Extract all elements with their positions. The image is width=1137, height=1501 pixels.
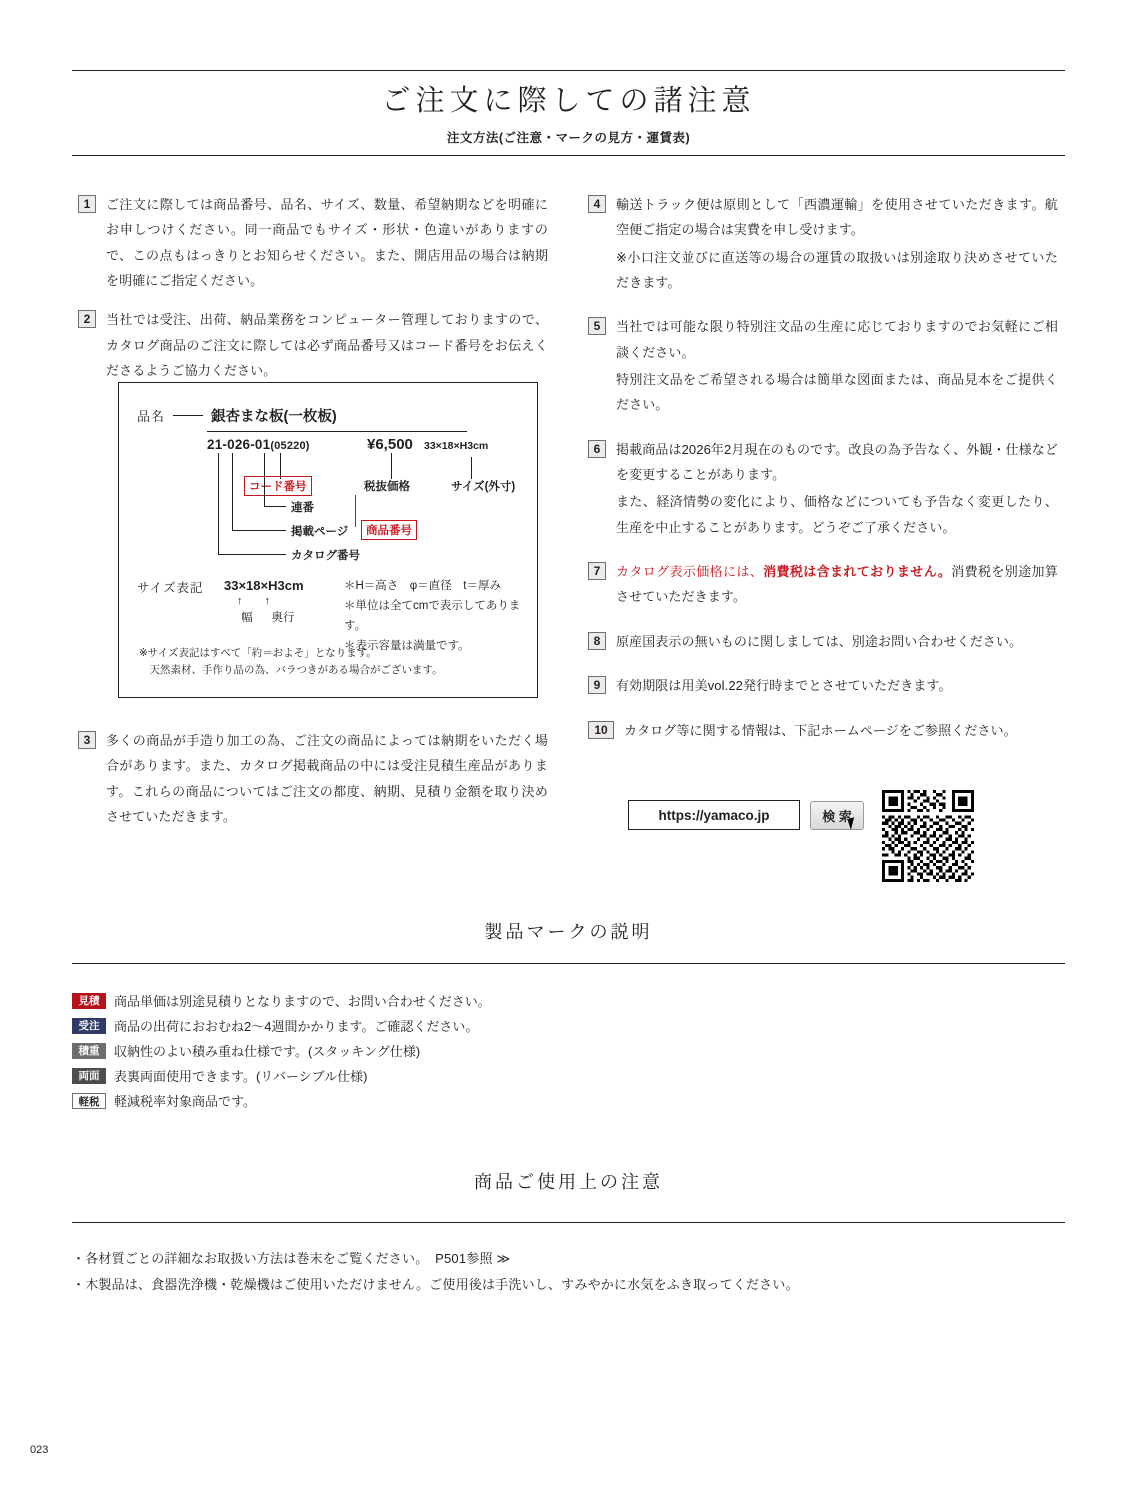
depth-label: 奥行 [271, 612, 295, 624]
leader-line [264, 506, 286, 507]
tax-note-red-1: カタログ表示価格には、 [616, 564, 764, 580]
example-product-name: 銀杏まな板(一枚板) [211, 409, 337, 425]
size-footnote: ※サイズ表記はすべて「約＝およそ」となります。 天然素材、手作り品の為、バラつきがある場合がございます。 [139, 647, 443, 676]
mark-badge-stackable: 積重 [72, 1043, 106, 1059]
note-text: ご注文に際しては商品番号、品名、サイズ、数量、希望納期などを明確にお申しつけください。同一商品でもサイズ・形状・色違いがありますので、この点もはっきりとお知らせください。また、開店用品の場合は納期を明確にご指定ください。 [106, 197, 548, 289]
tag-code-number: コード番号 [244, 476, 312, 496]
caution-item: ・各材質ごとの詳細なお取扱い方法は巻末をご覧ください。 P501参照 ≫ [72, 1251, 511, 1266]
size-notation-label: サイズ表記 [137, 581, 204, 595]
note-item [78, 728, 548, 829]
note-number: 5 [588, 317, 606, 335]
mark-text: 表裏両面使用できます。(リバーシブル仕様) [114, 1069, 368, 1084]
leader-line [232, 530, 286, 531]
note-text: 有効期限は用美vol.22発行時までとさせていただきます。 [616, 678, 952, 694]
note-number: 2 [78, 310, 96, 328]
tax-note-rest: 消費税を別途加算させていただきます。 [616, 564, 1058, 605]
tag-catalog-number: カタログ番号 [291, 550, 360, 562]
note-number: 7 [588, 562, 606, 580]
size-arrows: ↑↑ [237, 595, 292, 607]
note-item [588, 314, 1058, 417]
note-number: 4 [588, 195, 606, 213]
notes-right-column [588, 192, 1058, 762]
cautions-list [72, 1246, 799, 1298]
leader-line [264, 453, 265, 507]
width-label: 幅 [241, 612, 253, 624]
mouse-cursor-icon [847, 817, 857, 830]
list-item [72, 1063, 491, 1088]
marks-section-header [72, 918, 1065, 944]
note-text: カタログ等に関する情報は、下記ホームページをご参照ください。 [624, 722, 1017, 738]
note-number: 6 [588, 440, 606, 458]
example-code [207, 437, 310, 452]
header-divider [72, 155, 1065, 156]
leader-line [391, 453, 392, 479]
note-text [616, 559, 1058, 610]
example-size: 33×18×H3cm [424, 440, 489, 452]
example-underline [207, 431, 467, 432]
marks-section-title: 製品マークの説明 [484, 922, 653, 943]
note-item [588, 192, 1058, 295]
size-dimension-labels [229, 609, 301, 625]
top-divider [72, 70, 1065, 71]
note-text: 当社では受注、出荷、納品業務をコンピューター管理しておりますので、カタログ商品のご注文に際しては必ず商品番号又はコード番号をお伝えくださるようご協力ください。 [106, 312, 548, 379]
size-notation-value: 33×18×H3cm [224, 578, 304, 593]
note-text: 原産国表示の無いものに関しましては、別途お問い合わせください。 [616, 633, 1023, 649]
note-item-tax [588, 559, 1058, 610]
mark-text: 収納性のよい積み重ね仕様です。(スタッキング仕様) [114, 1044, 421, 1059]
website-row [628, 800, 864, 830]
mark-badge-reduced-tax: 軽税 [72, 1093, 106, 1109]
tag-size-outer: サイズ(外寸) [451, 481, 516, 493]
qr-code-icon [882, 790, 974, 882]
page-header [72, 78, 1065, 146]
example-price: ¥6,500 [367, 436, 413, 453]
note-item [78, 192, 548, 293]
page-title: ご注文に際しての諸注意 [381, 83, 756, 117]
cautions-section-title: 商品ご使用上の注意 [474, 1172, 663, 1193]
product-code-example-box [118, 382, 538, 698]
tag-serial: 連番 [291, 502, 314, 514]
example-code-paren: (05220) [270, 440, 310, 452]
mark-text: 商品の出荷におおむね2〜4週間かかります。ご確認ください。 [114, 1019, 479, 1034]
caution-item: ・木製品は、食器洗浄機・乾燥機はご使用いただけません。ご使用後は手洗いし、すみやかに水気をふき取ってください。 [72, 1277, 799, 1292]
note-text: 当社では可能な限り特別注文品の生産に応じておりますのでお気軽にご相談ください。 特別注文品をご希望される場合は簡単な図面または、商品見本をご提供ください。 [616, 319, 1058, 413]
marks-section-divider [72, 963, 1065, 964]
leader-line [173, 415, 203, 416]
mark-text: 商品単価は別途見積りとなりますので、お問い合わせください。 [114, 994, 491, 1009]
list-item [72, 1088, 491, 1113]
tag-product-number: 商品番号 [361, 520, 417, 540]
note-number: 10 [588, 721, 614, 739]
example-name-row [137, 405, 337, 426]
cautions-section-divider [72, 1222, 1065, 1223]
note-text: 多くの商品が手造り加工の為、ご注文の商品によっては納期をいただく場合があります。また、カタログ掲載商品の中には受注見積生産品があります。これらの商品についてはご注文の都度、納期、見積り金額を取り決めさせていただきます。 [106, 733, 548, 825]
search-button[interactable] [810, 801, 864, 830]
tax-note-red-2: 消費税は含まれておりません。 [763, 564, 952, 580]
cautions-section-header [72, 1168, 1065, 1194]
tag-page: 掲載ページ [291, 526, 349, 538]
page-subtitle: 注文方法(ご注意・マークの見方・運賃表) [446, 131, 691, 145]
page-number: 023 [30, 1444, 49, 1456]
note-item [588, 718, 1058, 743]
search-button-label: 検 索 [822, 808, 852, 824]
marks-list [72, 988, 491, 1113]
note-item [588, 629, 1058, 654]
note-item [588, 673, 1058, 698]
leader-line [355, 495, 356, 527]
mark-badge-made-to-order: 受注 [72, 1018, 106, 1034]
url-field[interactable]: https://yamaco.jp [628, 800, 800, 830]
note-number: 3 [78, 731, 96, 749]
tag-price-excl-tax: 税抜価格 [364, 481, 410, 493]
leader-line [232, 453, 233, 531]
notes-left-column [78, 192, 548, 395]
list-item [72, 1013, 491, 1038]
mark-text: 軽減税率対象商品です。 [114, 1094, 256, 1109]
note-text: 掲載商品は2026年2月現在のものです。改良の為予告なく、外観・仕様などを変更することがあります。 また、経済情勢の変化により、価格などについても予告なく変更したり、生産を中止することがあります。どうぞご了承ください。 [616, 441, 1058, 535]
mark-badge-quote: 見積 [72, 993, 106, 1009]
note-text: 輸送トラック便は原則として「西濃運輸」を使用させていただきます。航空便ご指定の場合は実費を申し受けます。 ※小口注文並びに直送等の場合の運賃の取扱いは別途取り決めさせていただきます。 [616, 197, 1058, 291]
note-item [588, 437, 1058, 540]
list-item [72, 1038, 491, 1063]
note-number: 9 [588, 676, 606, 694]
example-code-main: 21-026-01 [207, 437, 271, 452]
note-item [78, 307, 548, 383]
size-legend: ＊H＝高さ φ＝直径 t＝厚み ＊単位は全てcmで表示してあります。 ＊表示容量は満量です。 [344, 580, 521, 653]
note-number: 1 [78, 195, 96, 213]
mark-badge-reversible: 両面 [72, 1068, 106, 1084]
leader-line [471, 457, 472, 479]
note-number: 8 [588, 632, 606, 650]
list-item [72, 988, 491, 1013]
leader-line [218, 453, 219, 555]
leader-line [218, 554, 286, 555]
example-name-label: 品名 [137, 409, 166, 424]
note-3-wrapper [78, 728, 548, 841]
